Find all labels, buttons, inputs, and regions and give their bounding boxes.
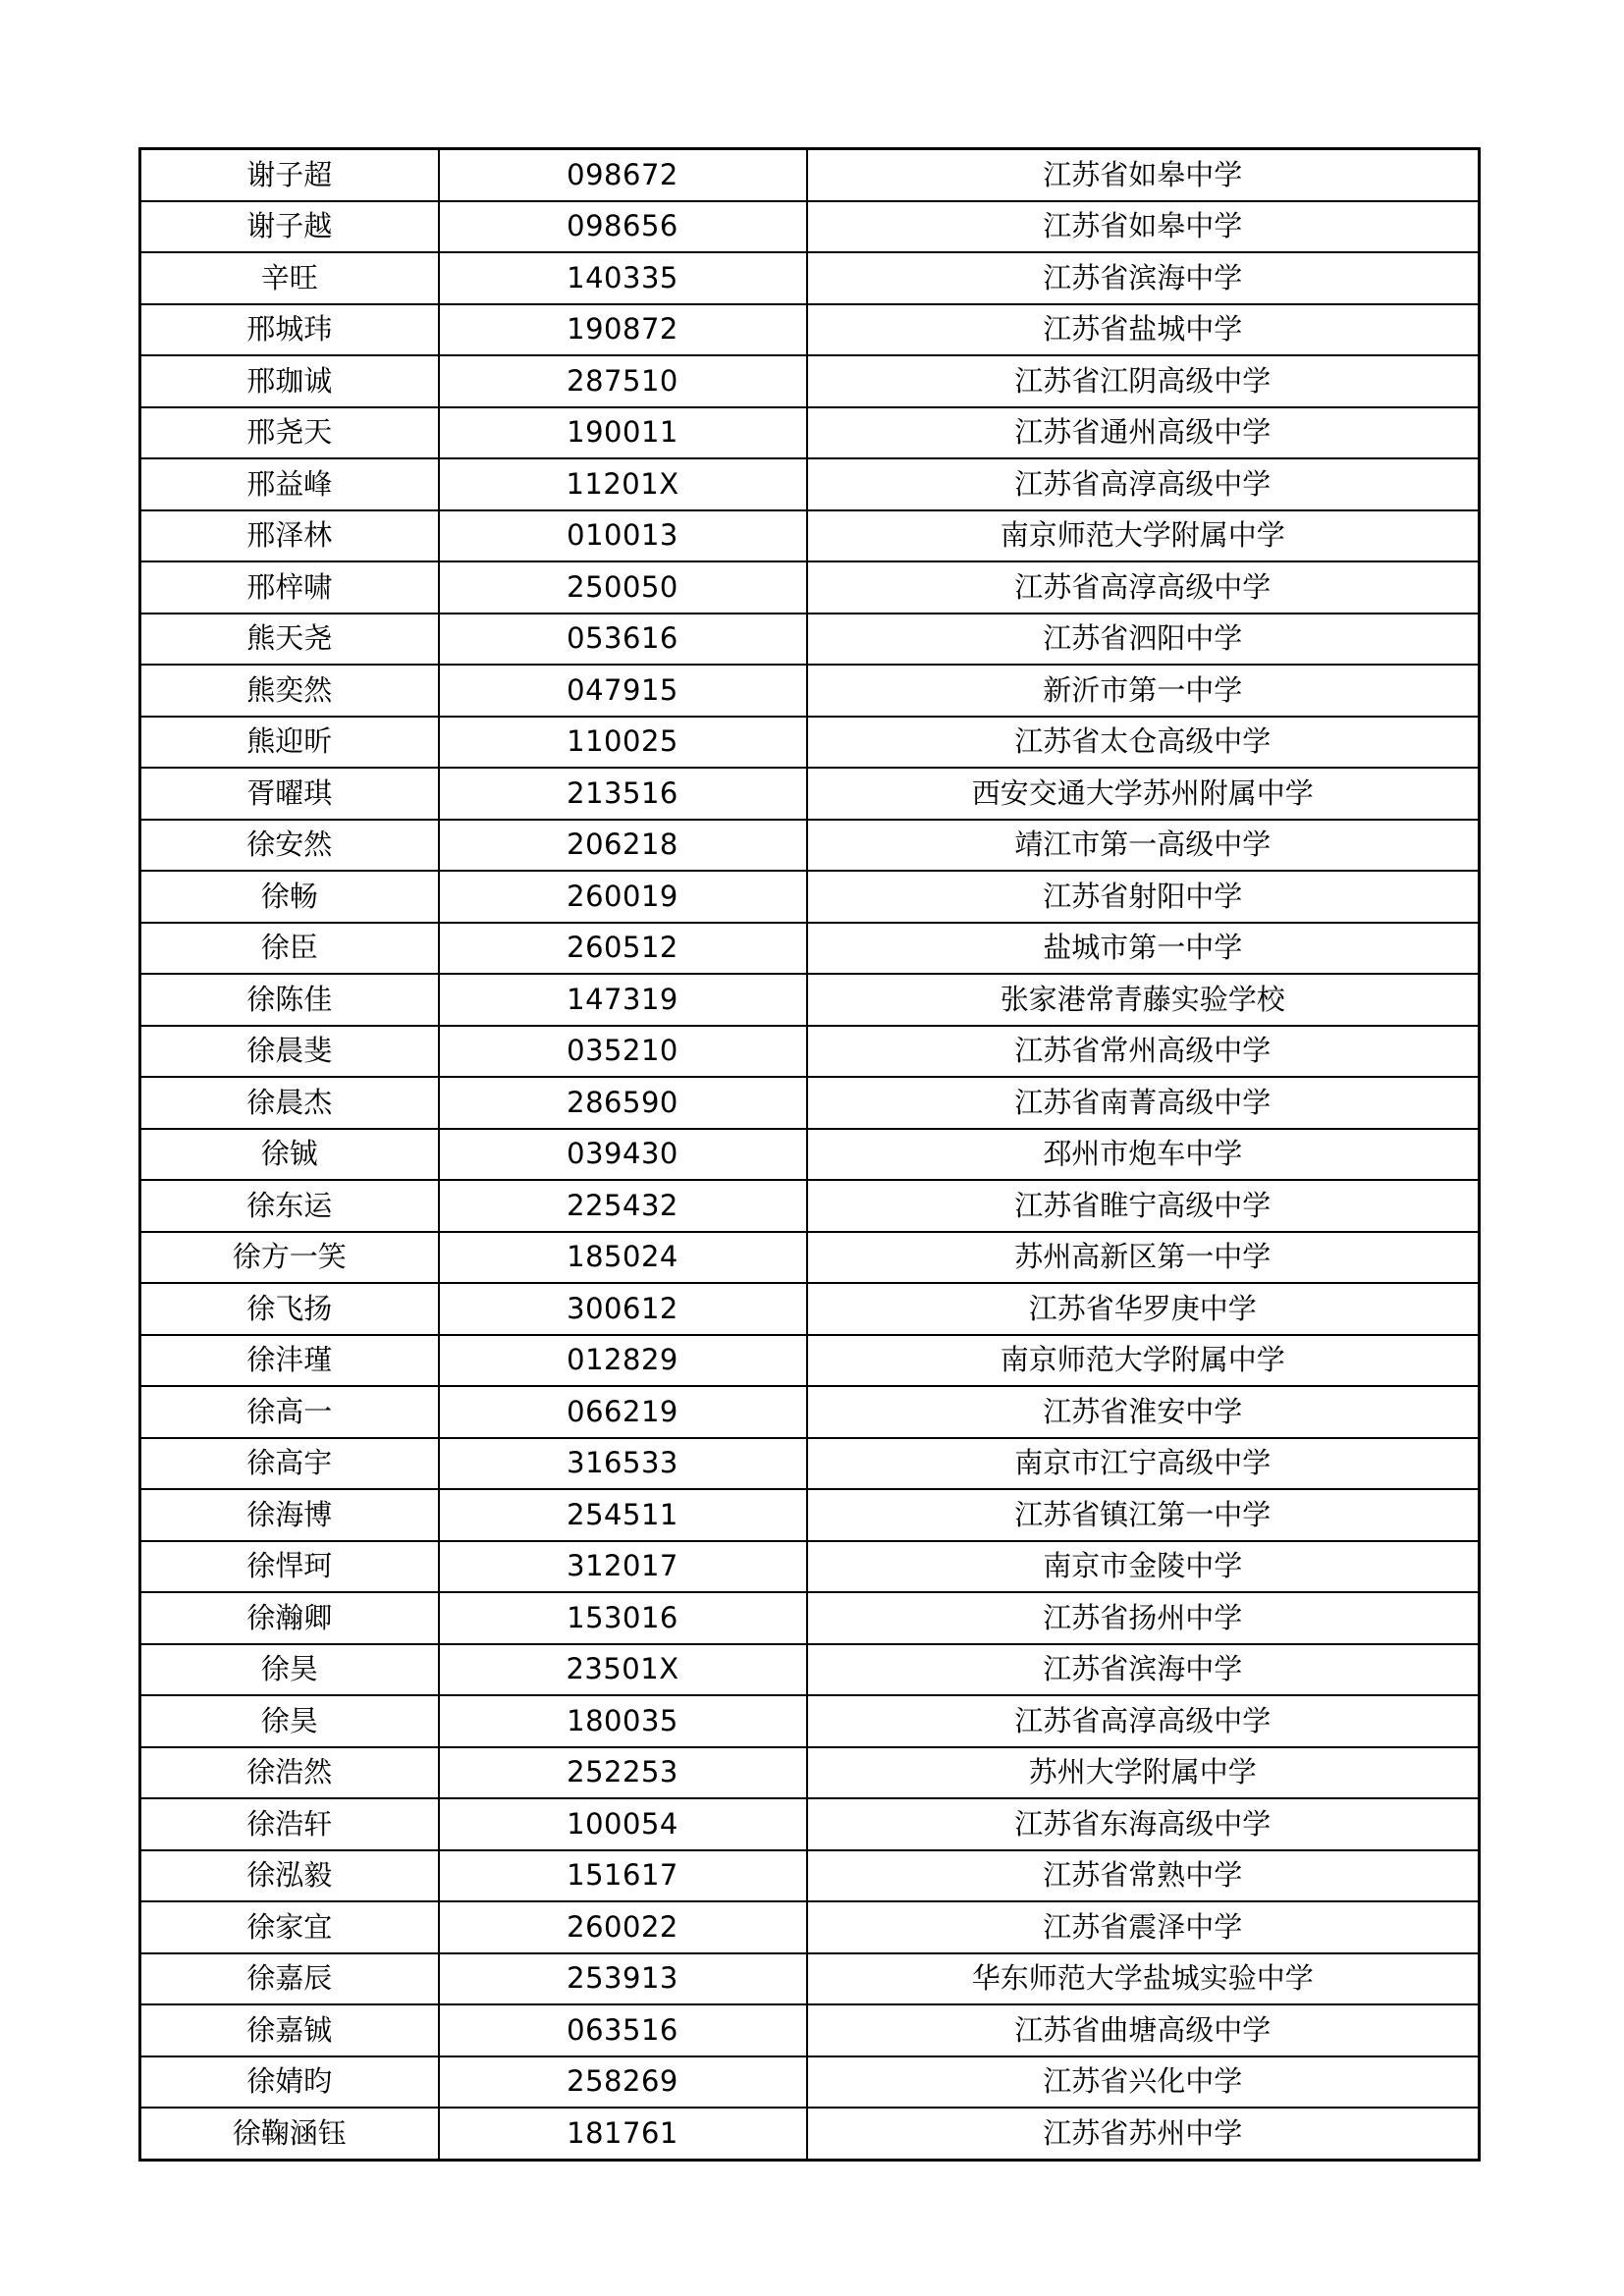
school-name-cell: 江苏省兴化中学 (807, 2056, 1480, 2109)
table-row (140, 871, 1480, 923)
student-id-cell: 098656 (439, 201, 807, 253)
school-name-cell: 江苏省如皋中学 (807, 149, 1480, 201)
student-name-cell: 徐东运 (140, 1180, 439, 1232)
student-id-cell: 206218 (439, 820, 807, 872)
school-name-cell: 西安交通大学苏州附属中学 (807, 768, 1480, 820)
student-name-cell: 徐昊 (140, 1644, 439, 1696)
student-id-cell: 316533 (439, 1438, 807, 1490)
table-row (140, 1541, 1480, 1593)
student-id-cell: 286590 (439, 1077, 807, 1129)
school-name-cell: 江苏省滨海中学 (807, 252, 1480, 304)
student-name-cell: 徐晨杰 (140, 1077, 439, 1129)
school-name-cell: 张家港常青藤实验学校 (807, 974, 1480, 1026)
school-name-cell: 南京市金陵中学 (807, 1541, 1480, 1593)
student-name-cell: 熊奕然 (140, 665, 439, 717)
student-name-cell: 徐臣 (140, 923, 439, 975)
student-id-cell: 047915 (439, 665, 807, 717)
student-name-cell: 徐嘉铖 (140, 2004, 439, 2056)
student-name-cell: 谢子越 (140, 201, 439, 253)
student-name-cell: 徐沣瑾 (140, 1335, 439, 1387)
school-name-cell: 江苏省盐城中学 (807, 304, 1480, 356)
table-row (140, 665, 1480, 717)
school-name-cell: 江苏省常熟中学 (807, 1850, 1480, 1902)
student-id-cell: 063516 (439, 2004, 807, 2056)
student-name-cell: 徐家宜 (140, 1901, 439, 1953)
table-row (140, 252, 1480, 304)
table-row (140, 1901, 1480, 1953)
school-name-cell: 江苏省华罗庚中学 (807, 1283, 1480, 1335)
table-row (140, 717, 1480, 769)
student-name-cell: 徐铖 (140, 1129, 439, 1181)
student-id-cell: 23501X (439, 1644, 807, 1696)
school-name-cell: 南京市江宁高级中学 (807, 1438, 1480, 1490)
student-name-cell: 胥曜琪 (140, 768, 439, 820)
student-id-cell: 147319 (439, 974, 807, 1026)
student-id-cell: 260022 (439, 1901, 807, 1953)
student-name-cell: 徐悍珂 (140, 1541, 439, 1593)
student-id-cell: 098672 (439, 149, 807, 201)
student-id-cell: 100054 (439, 1798, 807, 1850)
school-name-cell: 南京师范大学附属中学 (807, 510, 1480, 562)
student-id-cell: 225432 (439, 1180, 807, 1232)
school-name-cell: 江苏省滨海中学 (807, 1644, 1480, 1696)
table-row (140, 407, 1480, 459)
student-name-cell: 徐高一 (140, 1386, 439, 1438)
table-row (140, 1129, 1480, 1181)
student-name-cell: 徐浩轩 (140, 1798, 439, 1850)
student-id-cell: 300612 (439, 1283, 807, 1335)
student-name-cell: 谢子超 (140, 149, 439, 201)
student-id-cell: 258269 (439, 2056, 807, 2109)
student-id-cell: 140335 (439, 252, 807, 304)
table-row (140, 304, 1480, 356)
table-row (140, 2108, 1480, 2160)
school-name-cell: 江苏省高淳高级中学 (807, 1695, 1480, 1747)
student-name-cell: 邢梓啸 (140, 561, 439, 614)
school-name-cell: 江苏省苏州中学 (807, 2108, 1480, 2160)
school-name-cell: 江苏省通州高级中学 (807, 407, 1480, 459)
roster-body (140, 149, 1480, 2161)
student-name-cell: 徐嘉辰 (140, 1953, 439, 2005)
student-name-cell: 徐鞠涵钰 (140, 2108, 439, 2160)
student-id-cell: 110025 (439, 717, 807, 769)
table-row (140, 561, 1480, 614)
student-id-cell: 053616 (439, 614, 807, 666)
student-name-cell: 徐安然 (140, 820, 439, 872)
table-row (140, 1335, 1480, 1387)
school-name-cell: 江苏省扬州中学 (807, 1592, 1480, 1644)
table-row (140, 355, 1480, 407)
student-id-cell: 153016 (439, 1592, 807, 1644)
school-name-cell: 江苏省曲塘高级中学 (807, 2004, 1480, 2056)
school-name-cell: 华东师范大学盐城实验中学 (807, 1953, 1480, 2005)
school-name-cell: 江苏省南菁高级中学 (807, 1077, 1480, 1129)
student-name-cell: 徐方一笑 (140, 1232, 439, 1284)
school-name-cell: 新沂市第一中学 (807, 665, 1480, 717)
student-name-cell: 徐畅 (140, 871, 439, 923)
school-name-cell: 江苏省淮安中学 (807, 1386, 1480, 1438)
school-name-cell: 苏州大学附属中学 (807, 1747, 1480, 1799)
table-row (140, 1386, 1480, 1438)
student-name-cell: 徐昊 (140, 1695, 439, 1747)
school-name-cell: 靖江市第一高级中学 (807, 820, 1480, 872)
school-name-cell: 苏州高新区第一中学 (807, 1232, 1480, 1284)
student-roster-table (138, 147, 1481, 2162)
school-name-cell: 江苏省泗阳中学 (807, 614, 1480, 666)
student-name-cell: 徐高宇 (140, 1438, 439, 1490)
school-name-cell: 盐城市第一中学 (807, 923, 1480, 975)
student-id-cell: 190011 (439, 407, 807, 459)
table-row (140, 1747, 1480, 1799)
school-name-cell: 江苏省震泽中学 (807, 1901, 1480, 1953)
student-id-cell: 254511 (439, 1489, 807, 1541)
school-name-cell: 江苏省常州高级中学 (807, 1026, 1480, 1078)
table-row (140, 1850, 1480, 1902)
student-name-cell: 熊迎昕 (140, 717, 439, 769)
table-row (140, 1644, 1480, 1696)
student-id-cell: 312017 (439, 1541, 807, 1593)
student-id-cell: 066219 (439, 1386, 807, 1438)
student-id-cell: 010013 (439, 510, 807, 562)
student-id-cell: 11201X (439, 458, 807, 510)
student-id-cell: 287510 (439, 355, 807, 407)
table-row (140, 510, 1480, 562)
table-row (140, 768, 1480, 820)
student-id-cell: 250050 (439, 561, 807, 614)
table-row (140, 1953, 1480, 2005)
table-row (140, 2056, 1480, 2109)
student-name-cell: 邢珈诚 (140, 355, 439, 407)
table-row (140, 1798, 1480, 1850)
student-name-cell: 邢尧天 (140, 407, 439, 459)
table-row (140, 201, 1480, 253)
school-name-cell: 江苏省睢宁高级中学 (807, 1180, 1480, 1232)
student-name-cell: 徐瀚卿 (140, 1592, 439, 1644)
student-name-cell: 辛旺 (140, 252, 439, 304)
student-name-cell: 徐陈佳 (140, 974, 439, 1026)
table-row (140, 1695, 1480, 1747)
student-id-cell: 260019 (439, 871, 807, 923)
school-name-cell: 江苏省镇江第一中学 (807, 1489, 1480, 1541)
student-id-cell: 253913 (439, 1953, 807, 2005)
student-name-cell: 邢益峰 (140, 458, 439, 510)
student-name-cell: 邢泽林 (140, 510, 439, 562)
table-row (140, 1026, 1480, 1078)
student-id-cell: 035210 (439, 1026, 807, 1078)
table-row (140, 458, 1480, 510)
table-row (140, 1489, 1480, 1541)
student-name-cell: 徐海博 (140, 1489, 439, 1541)
student-name-cell: 徐泓毅 (140, 1850, 439, 1902)
student-id-cell: 180035 (439, 1695, 807, 1747)
table-row (140, 1438, 1480, 1490)
student-id-cell: 260512 (439, 923, 807, 975)
student-id-cell: 252253 (439, 1747, 807, 1799)
student-id-cell: 185024 (439, 1232, 807, 1284)
table-row (140, 149, 1480, 201)
student-name-cell: 熊天尧 (140, 614, 439, 666)
school-name-cell: 江苏省高淳高级中学 (807, 458, 1480, 510)
table-row (140, 820, 1480, 872)
table-row (140, 1592, 1480, 1644)
student-name-cell: 徐飞扬 (140, 1283, 439, 1335)
school-name-cell: 江苏省东海高级中学 (807, 1798, 1480, 1850)
table-row (140, 1180, 1480, 1232)
table-row (140, 2004, 1480, 2056)
student-id-cell: 039430 (439, 1129, 807, 1181)
school-name-cell: 江苏省太仓高级中学 (807, 717, 1480, 769)
student-name-cell: 徐浩然 (140, 1747, 439, 1799)
school-name-cell: 江苏省江阴高级中学 (807, 355, 1480, 407)
school-name-cell: 南京师范大学附属中学 (807, 1335, 1480, 1387)
table-row (140, 974, 1480, 1026)
school-name-cell: 邳州市炮车中学 (807, 1129, 1480, 1181)
student-id-cell: 012829 (439, 1335, 807, 1387)
school-name-cell: 江苏省高淳高级中学 (807, 561, 1480, 614)
school-name-cell: 江苏省射阳中学 (807, 871, 1480, 923)
table-row (140, 1077, 1480, 1129)
student-id-cell: 151617 (439, 1850, 807, 1902)
student-name-cell: 徐婧昀 (140, 2056, 439, 2109)
student-id-cell: 213516 (439, 768, 807, 820)
student-name-cell: 邢城玮 (140, 304, 439, 356)
student-id-cell: 190872 (439, 304, 807, 356)
student-id-cell: 181761 (439, 2108, 807, 2160)
table-row (140, 614, 1480, 666)
school-name-cell: 江苏省如皋中学 (807, 201, 1480, 253)
table-row (140, 1232, 1480, 1284)
table-row (140, 923, 1480, 975)
student-name-cell: 徐晨斐 (140, 1026, 439, 1078)
table-row (140, 1283, 1480, 1335)
